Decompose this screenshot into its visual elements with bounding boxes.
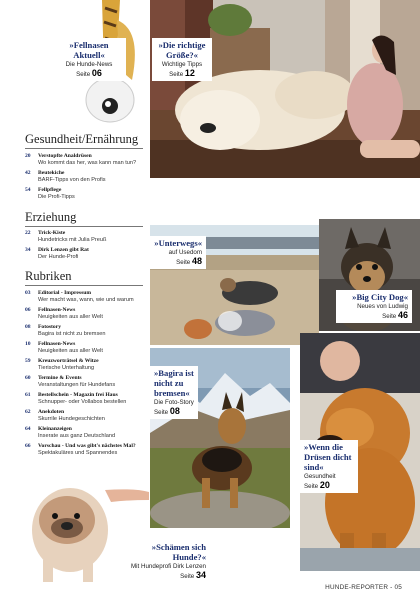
toc-page-number: 34 [25, 247, 31, 253]
callout-page: Seite 46 [382, 310, 408, 320]
toc-page-number: 61 [25, 392, 31, 398]
toc-entry-title: Fotostory [38, 324, 61, 330]
callout-page: Seite 08 [154, 405, 180, 416]
page-footer: HUNDE-REPORTER - 05 [325, 584, 402, 591]
toc-page-number: 03 [25, 290, 31, 296]
toc-page-number: 54 [25, 187, 31, 193]
toc-entry-subtitle: Spektakuläres und Spannendes [38, 449, 118, 456]
callout-big-city-dog[interactable] [336, 290, 412, 323]
toc-entry-subtitle: BARF-Tipps von den Profis [38, 176, 106, 183]
toc-entry[interactable] [25, 230, 150, 244]
callout-title: »Die richtige Größe?« [158, 40, 206, 60]
toc-entry[interactable] [25, 324, 150, 338]
toc-entry[interactable] [25, 153, 150, 167]
toc-entry-subtitle: Neuigkeiten aus aller Welt [38, 313, 103, 320]
callout-title: »Unterwegs« [154, 238, 202, 248]
toc-page-number: 08 [25, 324, 31, 330]
toc-entry-subtitle: Wer macht was, wann, wie und warum [38, 296, 134, 303]
toc-entry-title: Kleinanzeigen [38, 426, 72, 432]
toc-page-number: 20 [25, 153, 31, 159]
toc-entry[interactable] [25, 187, 150, 201]
toc-entry[interactable] [25, 170, 150, 184]
callout-page: Seite 20 [304, 479, 330, 490]
toc-page-number: 10 [25, 341, 31, 347]
callout-subtitle: Mit Hundeprofi Dirk Lenzen [131, 562, 206, 570]
callout-subtitle: Gesundheit [304, 472, 336, 480]
toc-page-number: 59 [25, 358, 31, 364]
toc-entry-title: Trick-Kiste [38, 230, 66, 236]
callout-title: »Schämen sich Hunde?« [151, 542, 206, 562]
toc-entry[interactable] [25, 358, 150, 372]
toc-entry[interactable] [25, 247, 150, 261]
callout-richtige-groesse[interactable] [152, 38, 212, 81]
callout-page: Seite 48 [176, 256, 202, 266]
section-divider [25, 285, 143, 286]
toc-entry-subtitle: Die Profi-Tipps [38, 193, 75, 200]
toc-entry-title: Dirk Lenzen gibt Rat [38, 247, 89, 253]
section-title-erziehung: Erziehung [25, 210, 77, 224]
callout-schaemen[interactable] [115, 540, 210, 583]
toc-entry[interactable] [25, 426, 150, 440]
toc-entry-title: Termine & Events [38, 375, 82, 381]
toc-entry-title: Fellnasen-News [38, 307, 76, 313]
section-title-rubriken: Rubriken [25, 269, 72, 283]
toc-entry[interactable] [25, 341, 150, 355]
toc-entry-subtitle: Tierische Unterhaltung [38, 364, 95, 371]
toc-entry[interactable] [25, 307, 150, 321]
toc-entry-title: Beutekiche [38, 170, 65, 176]
callout-title: »Fellnasen Aktuell« [69, 40, 109, 60]
toc-page-number: 22 [25, 230, 31, 236]
callout-title: »Wenn die Drüsen dicht sind« [304, 442, 352, 472]
toc-entry-title: Fellpflege [38, 187, 62, 193]
toc-entry-subtitle: Veranstaltungen für Hundefans [38, 381, 116, 388]
toc-entry-title: Bestellschein - Magazin frei Haus [38, 392, 118, 398]
callout-title: »Bagira ist nicht zu bremsen« [154, 368, 194, 398]
toc-entry-title: Fellnasen-News [38, 341, 76, 347]
toc-entry-subtitle: Wo kommt das her, was kann man tun? [38, 159, 137, 166]
toc-entry-subtitle: Hundetricks mit Julia Preuß [38, 236, 107, 243]
callout-fellnasen-aktuell[interactable] [52, 38, 126, 81]
toc-entry-title: Kreuzworträtsel & Witze [38, 358, 99, 364]
callout-subtitle: Neues von Ludwig [357, 302, 408, 310]
section-title-gesundheit: Gesundheit/Ernährung [25, 132, 139, 146]
toc-entry[interactable] [25, 375, 150, 389]
toc-page-number: 06 [25, 307, 31, 313]
toc-entry-subtitle: Schnupper- oder Vollabos bestellen [38, 398, 127, 405]
toc-entry[interactable] [25, 290, 150, 304]
toc-entry-subtitle: Bagira ist nicht zu bremsen [38, 330, 106, 337]
toc-entry-subtitle: Der Hunde-Profi [38, 253, 79, 260]
callout-subtitle: auf Usedom [168, 248, 202, 256]
toc-page-number: 64 [25, 426, 31, 432]
callout-subtitle: Die Foto-Story [154, 398, 194, 406]
toc-page-number: 42 [25, 170, 31, 176]
callout-page: Seite 06 [76, 67, 102, 78]
callout-title: »Big City Dog« [352, 292, 408, 302]
toc-page-number: 66 [25, 443, 31, 449]
section-divider [25, 148, 143, 149]
toc-page-number: 60 [25, 375, 31, 381]
toc-entry-subtitle: Skurrile Hundegeschichten [38, 415, 105, 422]
toc-entry[interactable] [25, 409, 150, 423]
toc-entry-title: Anekdoten [38, 409, 65, 415]
toc-entry-subtitle: Neuigkeiten aus aller Welt [38, 347, 103, 354]
toc-page-number: 62 [25, 409, 31, 415]
toc-entry-title: Verstopfte Analdrüsen [38, 153, 92, 159]
callout-druesen[interactable] [300, 440, 358, 493]
callout-page: Seite 34 [180, 569, 206, 580]
photo-retriever-woman [150, 0, 420, 178]
toc-entry[interactable] [25, 443, 150, 457]
callout-unterwegs[interactable] [150, 236, 206, 269]
callout-bagira[interactable] [150, 366, 198, 419]
toc-entry-title: Vorschau - Und was gibt's nächstes Mal? [38, 443, 136, 449]
toc-entry-title: Editorial - Impressum [38, 290, 92, 296]
toc-entry-subtitle: Inserate aus ganz Deutschland [38, 432, 116, 439]
callout-subtitle: Wichtige Tipps [161, 60, 203, 68]
toc-entry[interactable] [25, 392, 150, 406]
callout-page: Seite 12 [169, 67, 195, 78]
section-divider [25, 226, 143, 227]
callout-subtitle: Die Hunde-News [65, 60, 113, 68]
